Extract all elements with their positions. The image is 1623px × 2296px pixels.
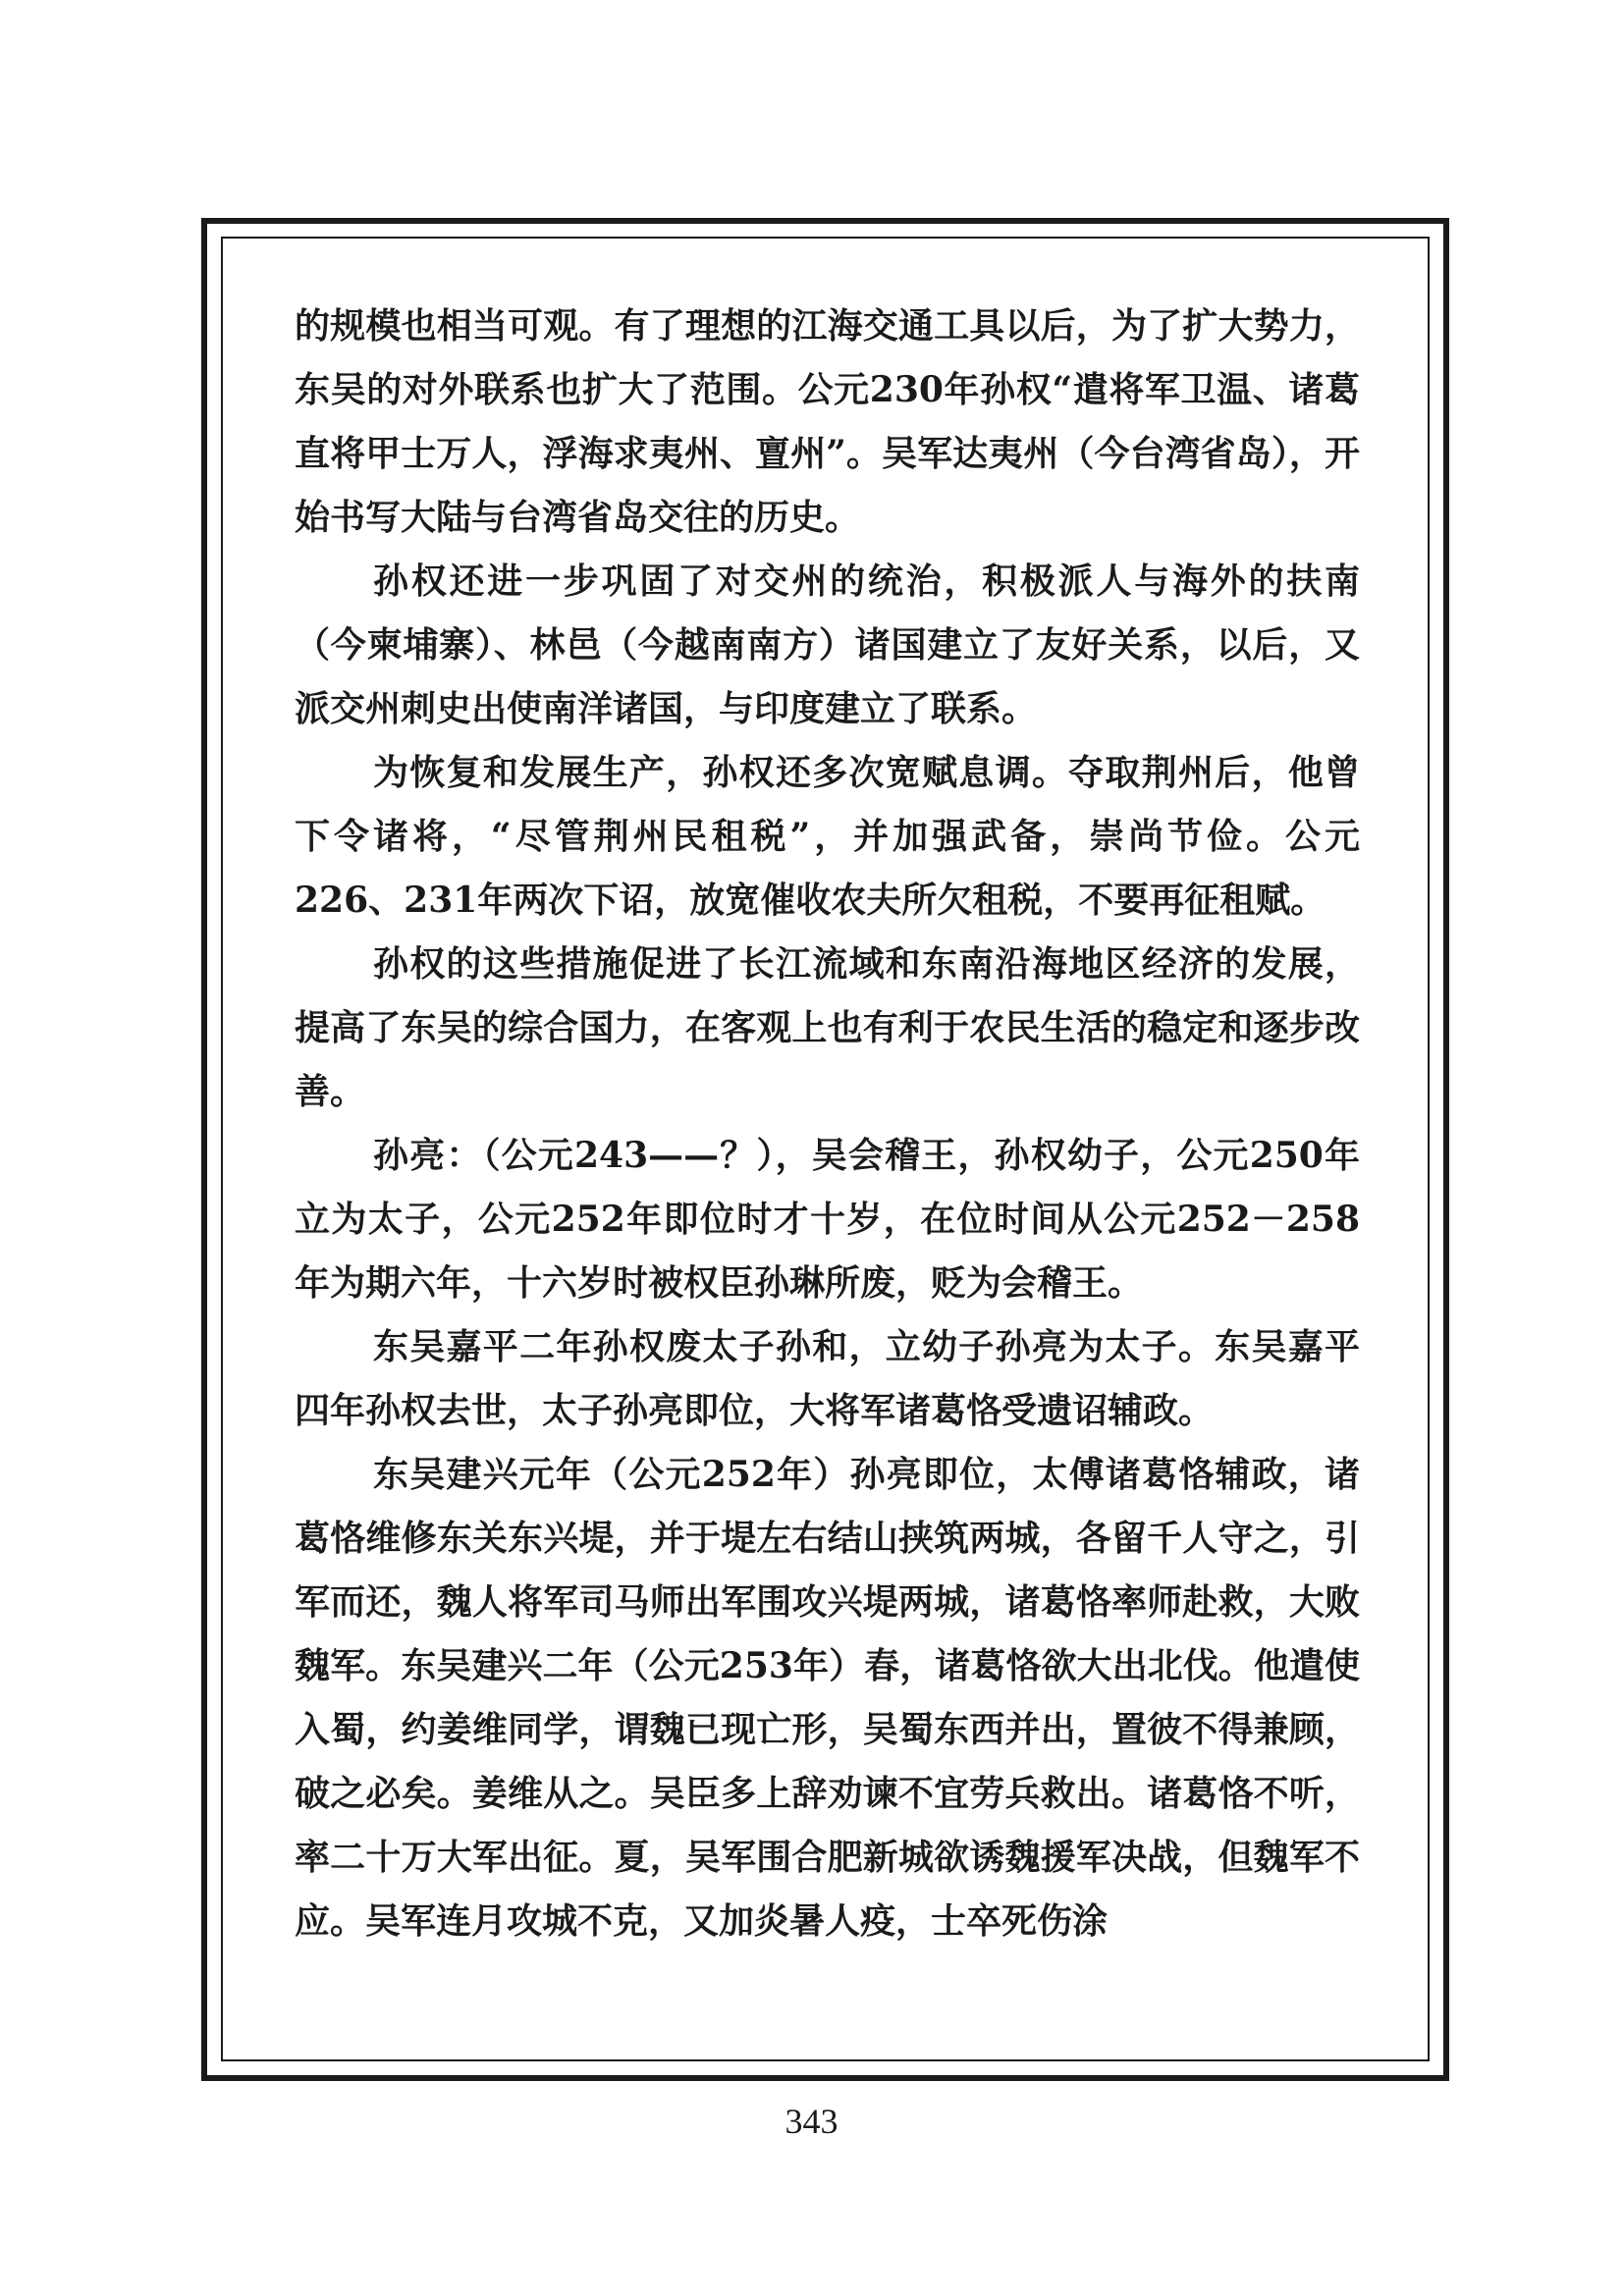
paragraph-5: 孙亮：（公元243——？），吴会稽王，孙权幼子，公元250年立为太子，公元252年即位时才十岁，在位时间从公元252－258年为期六年，十六岁时被权臣孙琳所废，贬为会稽王。 (295, 1135, 1360, 1304)
paragraph-3: 为恢复和发展生产，孙权还多次宽赋息调。夺取荆州后，他曾下令诸将，“尽管荆州民租税”，并加强武备，崇尚节俭。公元226、231年两次下诏，放宽催收农夫所欠租税，不要再征租赋。 (295, 752, 1360, 921)
paragraph-4: 孙权的这些措施促进了长江流域和东南沿海地区经济的发展，提高了东吴的综合国力，在客观上也有利于农民生活的稳定和逐步改善。 (295, 943, 1360, 1112)
text-body (295, 294, 1360, 1953)
paragraph-6: 东吴嘉平二年孙权废太子孙和，立幼子孙亮为太子。东吴嘉平四年孙权去世，太子孙亮即位，大将军诸葛恪受遗诏辅政。 (295, 1326, 1360, 1431)
paragraph-1: 的规模也相当可观。有了理想的江海交通工具以后，为了扩大势力，东吴的对外联系也扩大了范围。公元230年孙权“遣将军卫温、诸葛直将甲士万人，浮海求夷州、亶州”。吴军达夷州（今台湾省岛），开始书写大陆与台湾省岛交往的历史。 (295, 305, 1360, 538)
paragraph-2: 孙权还进一步巩固了对交州的统治，积极派人与海外的扶南（今柬埔寨）、林邑（今越南南方）诸国建立了友好关系，以后，又派交州刺史出使南洋诸国，与印度建立了联系。 (295, 561, 1360, 729)
paragraph-7: 东吴建兴元年（公元252年）孙亮即位，太傅诸葛恪辅政，诸葛恪维修东关东兴堤，并于堤左右结山挟筑两城，各留千人守之，引军而还，魏人将军司马师出军围攻兴堤两城，诸葛恪率师赴救，大败魏军。东吴建兴二年（公元253年）春，诸葛恪欲大出北伐。他遣使入蜀，约姜维同学，谓魏已现亡形，吴蜀东西并出，置彼不得兼顾，破之必矣。姜维从之。吴臣多上辞劝谏不宜劳兵救出。诸葛恪不听，率二十万大军出征。夏，吴军围合肥新城欲诱魏援军决战，但魏军不应。吴军连月攻城不克，又加炎暑人疫，士卒死伤涂 (295, 1454, 1360, 1942)
page-number: 343 (784, 2102, 839, 2141)
